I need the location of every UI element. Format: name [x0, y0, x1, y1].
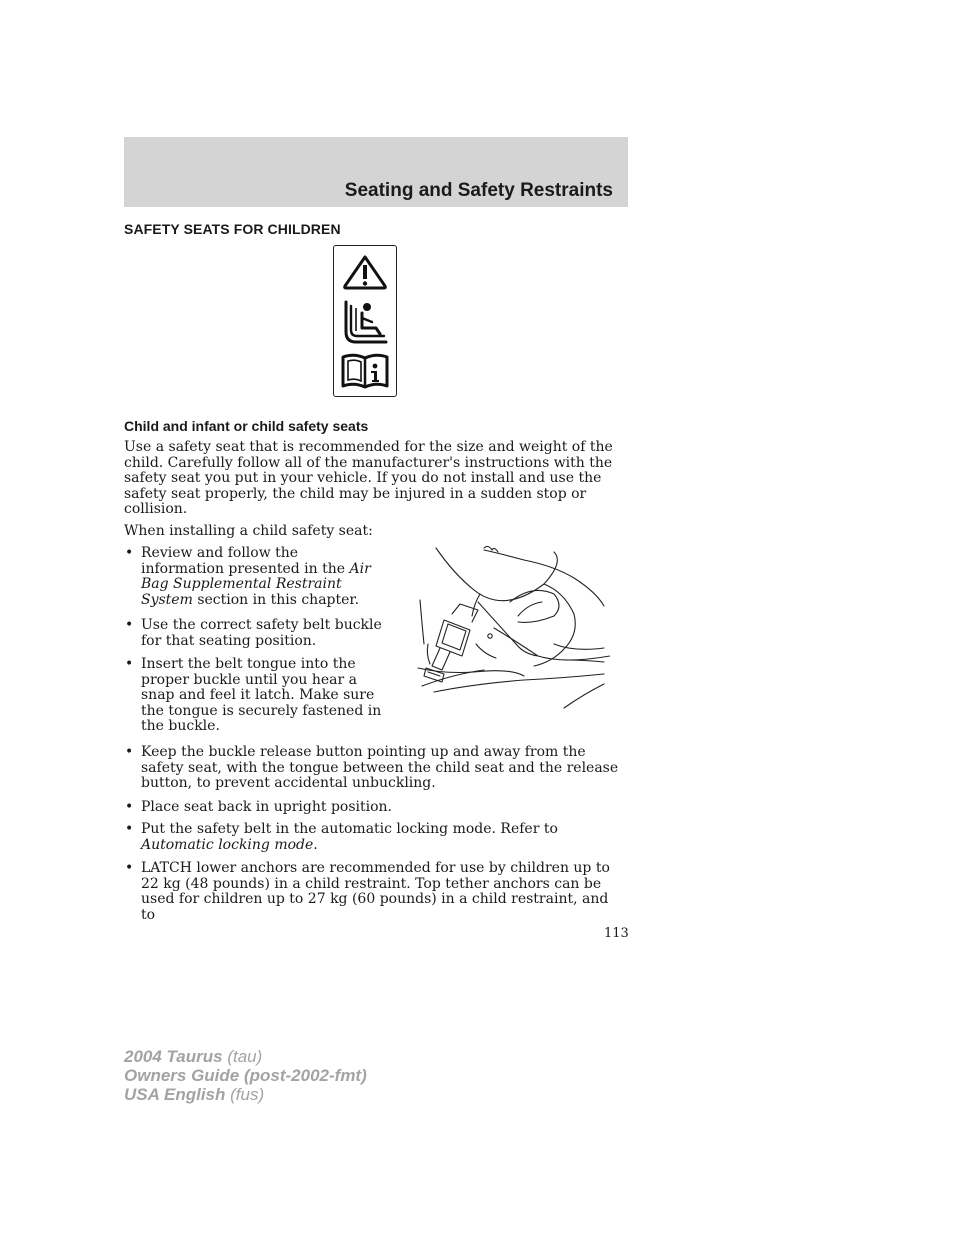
- bullet-dot: •: [125, 860, 134, 876]
- chapter-title: Seating and Safety Restraints: [344, 180, 613, 201]
- list-item-text: Put the safety belt in the automatic locking mode. Refer to Automatic locking mode.: [141, 821, 558, 853]
- list-item-text: Review and follow the information presented in the Air Bag Supplemental Restraint System section in this chapter.: [141, 545, 371, 608]
- section-heading: SAFETY SEATS FOR CHILDREN: [124, 221, 341, 237]
- bullet-dot: •: [125, 799, 134, 815]
- document-footer: [124, 1047, 367, 1104]
- subsection-heading: Child and infant or child safety seats: [124, 418, 369, 434]
- list-item-text: Place seat back in upright position.: [141, 799, 392, 815]
- child-seat-icon: [340, 298, 390, 346]
- footer-line-model: 2004 Taurus (tau): [124, 1047, 263, 1066]
- list-item-text: Keep the buckle release button pointing up and away from the safety seat, with the tongue between the child seat and the release button, to prevent accidental unbuckling.: [141, 744, 619, 791]
- footer-line-guide: Owners Guide (post-2002-fmt): [124, 1066, 367, 1085]
- lead-paragraph: When installing a child safety seat:: [124, 523, 373, 539]
- buckle-illustration: [414, 544, 610, 712]
- bullet-dot: •: [125, 545, 134, 561]
- list-item-text: Use the correct safety belt buckle for that seating position.: [141, 617, 382, 649]
- owner-manual-icon: [340, 352, 390, 390]
- chapter-header: [124, 137, 628, 207]
- bullet-dot: •: [125, 617, 134, 633]
- warning-symbols-box: [333, 245, 397, 397]
- footer-line-language: USA English (fus): [124, 1085, 265, 1104]
- intro-paragraph: Use a safety seat that is recommended for the size and weight of the child. Carefully follow all of the manufacturer's instructions with the safety seat you put in your vehicle. If you do not install and use the safety seat properly, the child may be injured in a sudden stop or collision.: [124, 439, 613, 517]
- list-item-text: Insert the belt tongue into the proper buckle until you hear a snap and feel it latch. Make sure the tongue is securely fastened in the buckle.: [141, 656, 382, 734]
- page-number: 113: [604, 926, 629, 941]
- bullet-dot: •: [125, 656, 134, 672]
- bullet-dot: •: [125, 744, 134, 760]
- bullet-dot: •: [125, 821, 134, 837]
- warning-triangle-icon: [340, 254, 390, 290]
- list-item-text: LATCH lower anchors are recommended for use by children up to 22 kg (48 pounds) in a child restraint. Top tether anchors can be used for children up to 27 kg (60 pounds) in a child restraint, and to: [141, 860, 610, 923]
